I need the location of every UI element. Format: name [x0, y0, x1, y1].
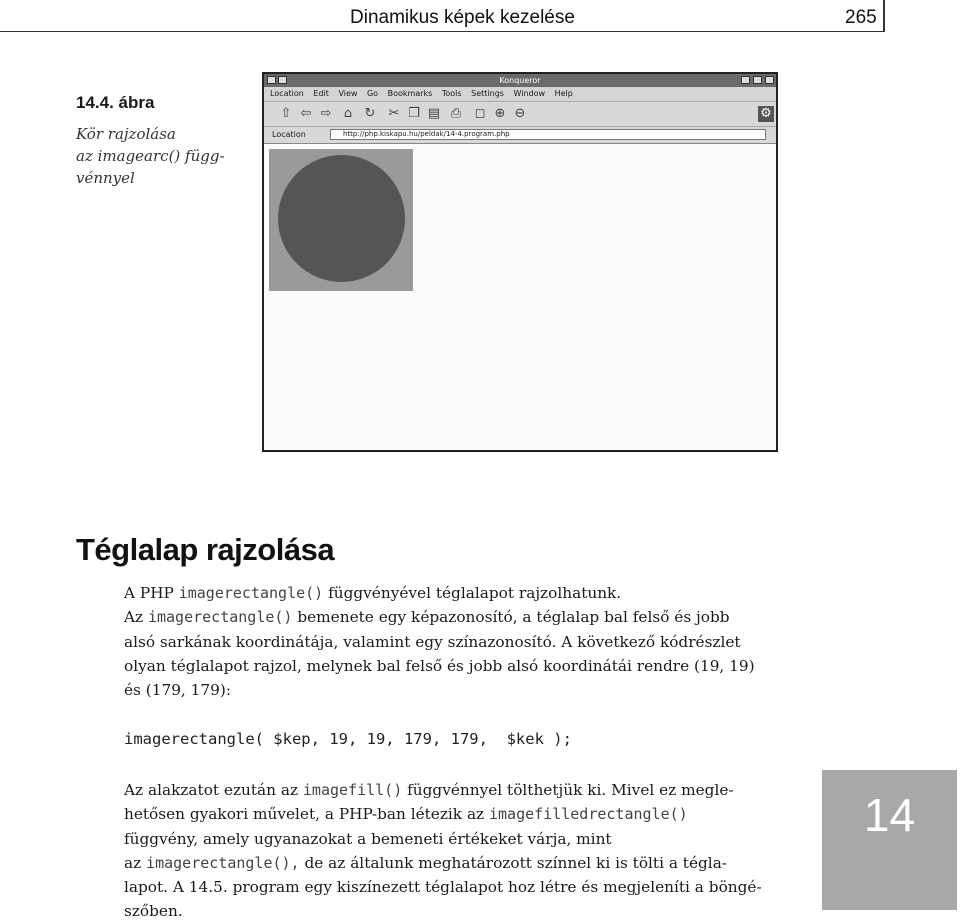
menu-location[interactable]: Location	[270, 89, 304, 98]
window-title: Konqueror	[499, 76, 541, 85]
figure-number: 14.4. ábra	[76, 93, 155, 112]
paragraph-1	[124, 581, 824, 702]
window-help-icon[interactable]	[741, 76, 750, 84]
inline-code: imagerectangle(),	[146, 853, 300, 872]
text-run: lapot. A 14.5. program egy kiszínezett téglalapot hoz létre és megjeleníti a böngé-	[124, 878, 762, 897]
menu-help[interactable]: Help	[554, 89, 573, 98]
copy-icon[interactable]: ❐	[408, 106, 420, 121]
header-rule	[0, 31, 884, 32]
caption-line: az imagearc() függ-	[76, 147, 225, 165]
forward-icon[interactable]: ⇨	[320, 106, 332, 121]
text-run: szőben.	[124, 902, 183, 921]
home-icon[interactable]: ⌂	[343, 106, 353, 121]
text-run: Az	[124, 608, 148, 627]
text-run: olyan téglalapot rajzol, melynek bal felső és jobb alsó koordinátái rendre (19, 19)	[124, 656, 755, 675]
paragraph-2	[124, 778, 824, 924]
zoom-in-icon[interactable]: ⊕	[494, 106, 506, 121]
up-icon[interactable]: ⇧	[280, 106, 292, 121]
caption-line: Kör rajzolása	[76, 125, 176, 143]
text-run: és (179, 179):	[124, 681, 231, 700]
chapter-number: 14	[863, 789, 916, 841]
stop-icon[interactable]: ◻	[474, 106, 486, 121]
text-line	[124, 875, 824, 899]
text-line	[124, 851, 824, 875]
tool-bar	[264, 102, 776, 127]
text-run: függvény, amely ugyanazokat a bemeneti értékeket várja, mint	[124, 829, 612, 848]
window-close-icon[interactable]	[765, 76, 774, 84]
location-label: Location	[272, 130, 306, 139]
menu-bookmarks[interactable]: Bookmarks	[387, 89, 433, 98]
menu-window[interactable]: Window	[513, 89, 546, 98]
window-maximize-icon[interactable]	[753, 76, 762, 84]
inline-code: imagerectangle()	[178, 584, 324, 602]
text-run: Az alakzatot ezután az	[124, 781, 303, 799]
drawn-circle	[278, 155, 405, 282]
back-icon[interactable]: ⇦	[300, 106, 312, 121]
text-line	[124, 678, 824, 702]
section-title: Téglalap rajzolása	[76, 532, 335, 567]
caption-line: vénnyel	[76, 169, 135, 187]
text-line	[124, 899, 824, 923]
url-field[interactable]: http://php.kiskapu.hu/peldak/14-4.program.php	[330, 129, 766, 140]
paste-icon[interactable]: ▤	[427, 106, 441, 121]
text-run: függvénnyel tölthetjük ki. Mivel ez megle-	[402, 781, 734, 799]
text-run: bemenete egy képazonosító, a téglalap bal felső és jobb	[292, 608, 730, 627]
reload-icon[interactable]: ↻	[364, 106, 376, 121]
text-line	[124, 802, 824, 826]
cut-icon[interactable]: ✂	[388, 106, 400, 121]
chapter-tab	[822, 770, 957, 910]
text-line	[124, 778, 824, 802]
text-line	[124, 630, 824, 654]
menu-settings[interactable]: Settings	[471, 89, 504, 98]
text-line	[124, 827, 824, 851]
text-line	[124, 654, 824, 678]
text-run: de az általunk meghatározott színnel ki is tölti a tégla-	[299, 853, 727, 872]
location-bar	[264, 127, 776, 144]
inline-code: imagefill()	[302, 781, 403, 799]
inline-code: imagerectangle()	[147, 608, 293, 627]
text-run: A PHP	[124, 584, 179, 602]
running-header-title: Dinamikus képek kezelése	[350, 7, 575, 28]
print-icon[interactable]: ⎙	[450, 106, 462, 121]
code-block: imagerectangle( $kep, 19, 19, 179, 179, $kek );	[124, 730, 572, 748]
text-run: az	[124, 853, 147, 872]
text-line	[124, 581, 824, 605]
text-run: függvényével téglalapot rajzolhatunk.	[323, 584, 622, 602]
text-run: hetősen gyakori művelet, a PHP-ban létezik az	[124, 805, 489, 824]
inline-code: imagefilledrectangle()	[488, 805, 688, 824]
page-content	[264, 145, 776, 450]
menu-edit[interactable]: Edit	[313, 89, 329, 98]
rendered-image	[269, 149, 413, 291]
menu-view[interactable]: View	[338, 89, 358, 98]
menu-tools[interactable]: Tools	[441, 89, 462, 98]
activity-icon: ⚙	[758, 106, 774, 122]
menu-go[interactable]: Go	[366, 89, 379, 98]
page-number: 265	[845, 7, 877, 28]
figure-caption	[76, 123, 256, 189]
text-line	[124, 605, 824, 629]
text-run: alsó sarkának koordinátája, valamint egy színazonosító. A következő kódrészlet	[124, 632, 741, 651]
browser-screenshot	[262, 72, 778, 452]
menu-bar	[264, 87, 776, 102]
zoom-out-icon[interactable]: ⊖	[514, 106, 526, 121]
window-titlebar	[264, 74, 776, 87]
header-vertical-rule	[883, 0, 885, 32]
